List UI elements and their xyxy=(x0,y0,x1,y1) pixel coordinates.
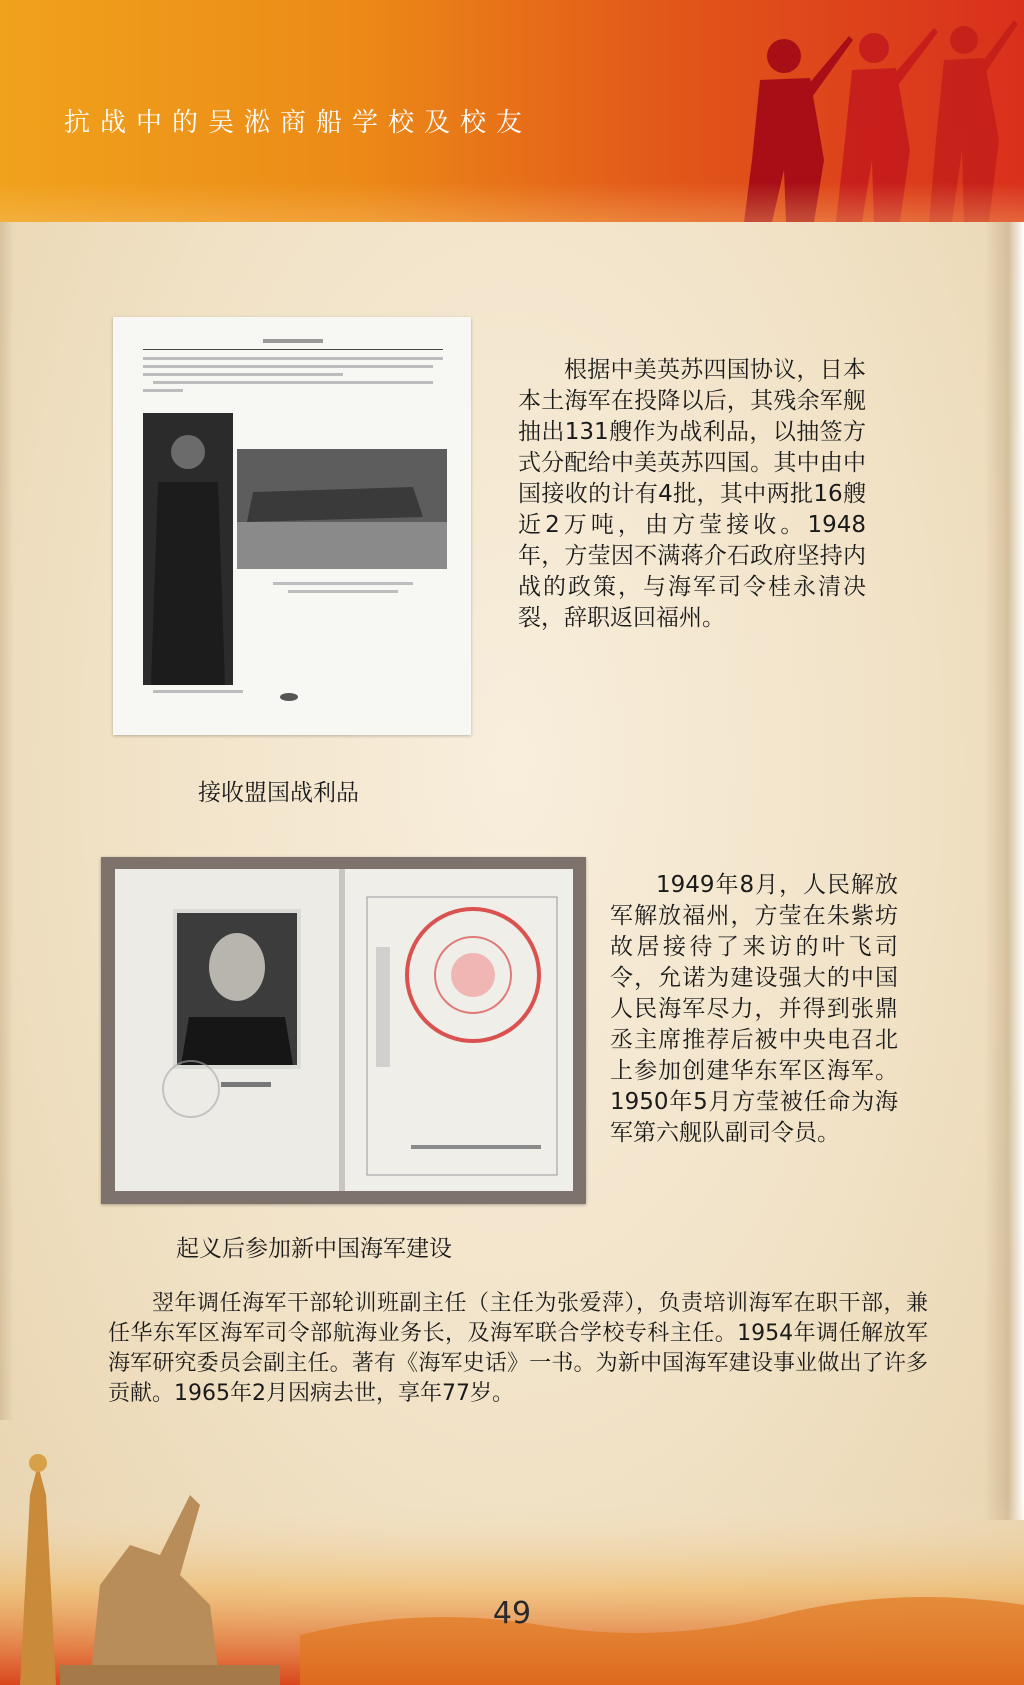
page-number: 49 xyxy=(492,1596,532,1631)
photo-book-page-war-prizes xyxy=(113,317,471,735)
bottom-decoration-monument xyxy=(0,1435,1024,1685)
torn-paper-edge-left xyxy=(0,220,14,1420)
header-title: 抗战中的吴淞商船学校及校友 xyxy=(64,108,533,138)
photo-caption-war-prizes: 接收盟国战利品 xyxy=(198,780,359,806)
photo-certificate-portrait xyxy=(101,857,586,1204)
torn-paper-edge-right xyxy=(984,220,1024,1520)
header-banner xyxy=(0,0,1024,222)
soldier-silhouette-icon xyxy=(714,0,1024,222)
photo-caption-new-navy: 起义后参加新中国海军建设 xyxy=(176,1236,452,1262)
paragraph-war-prizes: 根据中美英苏四国协议，日本本土海军在投降以后，其残余军舰抽出131艘作为战利品，以抽签方式分配给中美英苏四国。其中由中国接收的计有4批，其中两批16艘近2万吨，由方莹接收。1948年，方莹因不满蒋介石政府坚持内战的政策，与海军司令桂永清决裂，辞职返回福州。 xyxy=(518,357,866,631)
paragraph-later-career: 翌年调任海军干部轮训班副主任（主任为张爱萍），负责培训海军在职干部，兼任华东军区海军司令部航海业务长，及海军联合学校专科主任。1954年调任解放军海军研究委员会副主任。著有《海军史话》一书。为新中国海军建设事业做出了许多贡献。1965年2月因病去世，享年77岁。 xyxy=(108,1291,928,1406)
paragraph-liberation: 1949年8月，人民解放军解放福州，方莹在朱紫坊故居接待了来访的叶飞司令，允诺为建设强大的中国人民海军尽力，并得到张鼎丞主席推荐后被中央电召北上参加创建华东军区海军。1950年5月方莹被任命为海军第六舰队副司令员。 xyxy=(610,872,898,1146)
